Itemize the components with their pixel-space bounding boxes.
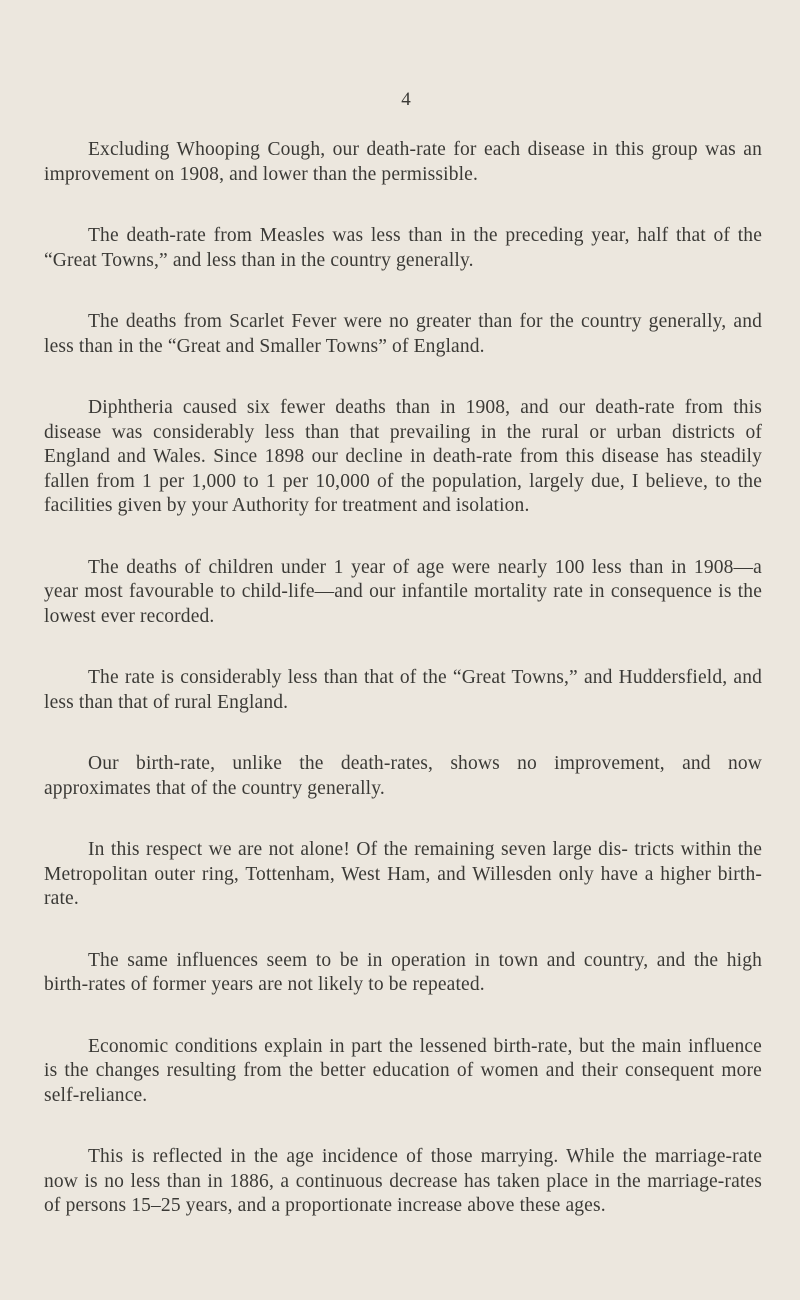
paragraph-birth-rate: Our birth-rate, unlike the death-rates, shows no improvement, and now approximates that of the country generally. [44,753,762,799]
paragraph-whooping-cough: Excluding Whooping Cough, our death-rate for each disease in this group was an improvement on 1908, and lower than the permissible. [44,139,762,185]
paragraph-infant-deaths: The deaths of children under 1 year of age were nearly 100 less than in 1908—a year most favourable to child-life—and our infantile mortality rate in consequence is the lowest ever recorded. [44,556,762,627]
paragraph-scarlet-fever: The deaths from Scarlet Fever were no greater than for the country generally, and less than in the “Great and Smaller Towns” of England. [44,311,762,357]
paragraph-rate-comparison: The rate is considerably less than that of the “Great Towns,” and Huddersfield, and less than that of rural England. [44,667,762,713]
paragraph-marriage-rates: This is reflected in the age incidence of those marrying. While the marriage-rate now is no less than in 1886, a continuous decrease has taken place in the marriage-rates of persons 15–25 years, and a proportionate increase above these ages. [44,1146,762,1216]
paragraph-metropolitan-districts: In this respect we are not alone! Of the remaining seven large dis- tricts within the Metropolitan outer ring, Tottenham, West Ham, and Willesden only have a higher birth-rate. [44,839,762,909]
paragraph-diphtheria: Diphtheria caused six fewer deaths than in 1908, and our death-rate from this disease was considerably less than that prevailing in the rural or urban districts of England and Wales. Since 1898 our decline in death-rate from this disease has steadily fallen from 1 per 1,000 to 1 per 10,000 of the population, largely due, I believe, to the facilities given by your Authority for treatment and isolation. [44,397,762,516]
paragraph-economic-conditions: Economic conditions explain in part the lessened birth-rate, but the main influence is the changes resulting from the better education of women and their consequent more self-reliance. [44,1035,762,1106]
paragraph-measles: The death-rate from Measles was less than in the preceding year, half that of the “Great Towns,” and less than in the country generally. [44,225,762,271]
paragraph-influences: The same influences seem to be in operation in town and country, and the high birth-rates of former years are not likely to be repeated. [44,949,762,995]
page-number: 4 [401,89,411,110]
